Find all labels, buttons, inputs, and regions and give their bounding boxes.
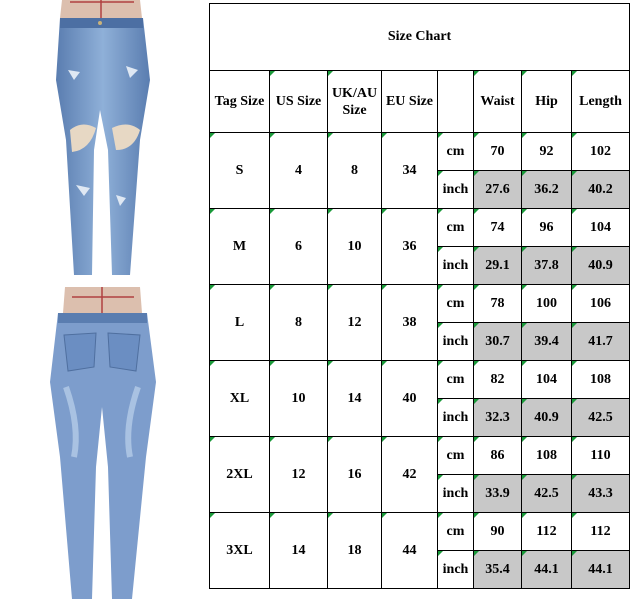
header-us-size: US Size <box>270 71 328 133</box>
tag-size-cell: L <box>210 285 270 361</box>
tag-size-cell: 3XL <box>210 513 270 589</box>
tag-size-cell: 2XL <box>210 437 270 513</box>
unit-label-inch: inch <box>438 247 474 285</box>
unit-label-cm: cm <box>438 361 474 399</box>
header-unit <box>438 71 474 133</box>
tag-size-cell: M <box>210 209 270 285</box>
unit-label-inch: inch <box>438 399 474 437</box>
waist-cm-cell: 74 <box>474 209 522 247</box>
eu-size-cell: 36 <box>382 209 438 285</box>
waist-cm-cell: 86 <box>474 437 522 475</box>
header-eu-size: EU Size <box>382 71 438 133</box>
eu-size-cell: 40 <box>382 361 438 437</box>
length-inch-cell: 43.3 <box>572 475 630 513</box>
waist-inch-cell: 35.4 <box>474 551 522 589</box>
size-chart-table <box>209 3 630 589</box>
header-tag-size: Tag Size <box>210 71 270 133</box>
hip-inch-cell: 42.5 <box>522 475 572 513</box>
hip-cm-cell: 104 <box>522 361 572 399</box>
hip-cm-cell: 112 <box>522 513 572 551</box>
hip-inch-cell: 40.9 <box>522 399 572 437</box>
unit-label-inch: inch <box>438 475 474 513</box>
header-hip: Hip <box>522 71 572 133</box>
uk-au-size-cell: 8 <box>328 133 382 209</box>
waist-cm-cell: 90 <box>474 513 522 551</box>
length-inch-cell: 41.7 <box>572 323 630 361</box>
uk-au-size-cell: 12 <box>328 285 382 361</box>
uk-au-size-cell: 16 <box>328 437 382 513</box>
length-cm-cell: 108 <box>572 361 630 399</box>
header-row <box>210 71 630 133</box>
unit-label-cm: cm <box>438 437 474 475</box>
hip-inch-cell: 44.1 <box>522 551 572 589</box>
us-size-cell: 10 <box>270 361 328 437</box>
unit-label-cm: cm <box>438 513 474 551</box>
size-chart-title: Size Chart <box>210 4 630 71</box>
uk-au-size-cell: 10 <box>328 209 382 285</box>
hip-cm-cell: 108 <box>522 437 572 475</box>
size-row-cm <box>210 209 630 247</box>
length-cm-cell: 104 <box>572 209 630 247</box>
eu-size-cell: 34 <box>382 133 438 209</box>
waist-cm-cell: 82 <box>474 361 522 399</box>
length-inch-cell: 40.9 <box>572 247 630 285</box>
header-waist: Waist <box>474 71 522 133</box>
unit-label-cm: cm <box>438 133 474 171</box>
uk-au-size-cell: 18 <box>328 513 382 589</box>
header-length: Length <box>572 71 630 133</box>
waist-inch-cell: 27.6 <box>474 171 522 209</box>
hip-inch-cell: 36.2 <box>522 171 572 209</box>
hip-cm-cell: 92 <box>522 133 572 171</box>
tag-size-cell: XL <box>210 361 270 437</box>
waist-inch-cell: 29.1 <box>474 247 522 285</box>
waist-cm-cell: 70 <box>474 133 522 171</box>
unit-label-cm: cm <box>438 285 474 323</box>
length-inch-cell: 44.1 <box>572 551 630 589</box>
us-size-cell: 14 <box>270 513 328 589</box>
unit-label-cm: cm <box>438 209 474 247</box>
eu-size-cell: 44 <box>382 513 438 589</box>
unit-label-inch: inch <box>438 551 474 589</box>
length-cm-cell: 110 <box>572 437 630 475</box>
hip-inch-cell: 37.8 <box>522 247 572 285</box>
us-size-cell: 6 <box>270 209 328 285</box>
size-row-cm <box>210 133 630 171</box>
size-row-cm <box>210 285 630 323</box>
hip-cm-cell: 100 <box>522 285 572 323</box>
size-row-cm <box>210 361 630 399</box>
length-cm-cell: 102 <box>572 133 630 171</box>
jeans-front-image <box>0 0 205 285</box>
eu-size-cell: 42 <box>382 437 438 513</box>
us-size-cell: 4 <box>270 133 328 209</box>
waist-inch-cell: 33.9 <box>474 475 522 513</box>
length-cm-cell: 106 <box>572 285 630 323</box>
uk-au-size-cell: 14 <box>328 361 382 437</box>
us-size-cell: 8 <box>270 285 328 361</box>
unit-label-inch: inch <box>438 323 474 361</box>
us-size-cell: 12 <box>270 437 328 513</box>
waist-cm-cell: 78 <box>474 285 522 323</box>
tag-size-cell: S <box>210 133 270 209</box>
waist-inch-cell: 32.3 <box>474 399 522 437</box>
size-row-cm <box>210 513 630 551</box>
jeans-back-image <box>0 287 205 605</box>
header-uk-au-size: UK/AU Size <box>328 71 382 133</box>
jeans-front-photo <box>0 0 205 285</box>
length-inch-cell: 40.2 <box>572 171 630 209</box>
unit-label-inch: inch <box>438 171 474 209</box>
length-cm-cell: 112 <box>572 513 630 551</box>
size-row-cm <box>210 437 630 475</box>
length-inch-cell: 42.5 <box>572 399 630 437</box>
jeans-back-photo <box>0 287 205 605</box>
waist-inch-cell: 30.7 <box>474 323 522 361</box>
hip-inch-cell: 39.4 <box>522 323 572 361</box>
eu-size-cell: 38 <box>382 285 438 361</box>
hip-cm-cell: 96 <box>522 209 572 247</box>
